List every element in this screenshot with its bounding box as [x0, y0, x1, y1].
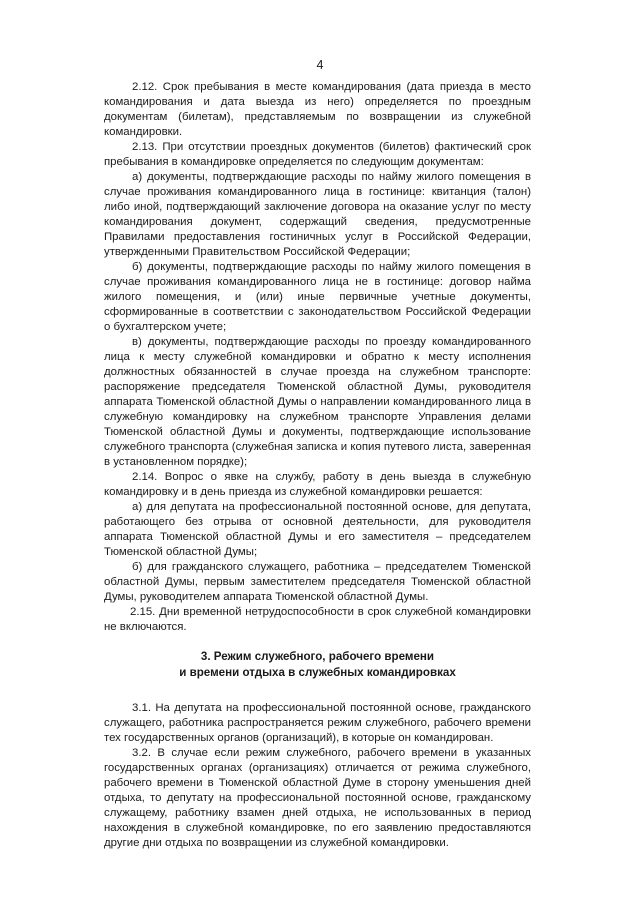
paragraph-3-1: 3.1. На депутата на профессиональной постоянной основе, гражданского служащего, работника распространяется режим служебного, рабочего времени тех государственных органов (организаций), в которые он командирован. — [104, 702, 531, 744]
paragraph-2-15: 2.15. Дни временной нетрудоспособности в срок служебной командировки не включаются. — [104, 606, 531, 633]
section-heading-line-1: 3. Режим служебного, рабочего времени — [200, 650, 435, 663]
section-heading-line-2: и времени отдыха в служебных командировках — [179, 666, 456, 679]
paragraph-2-13-v: в) документы, подтверждающие расходы по проезду командированного лица к месту служебной командировки и обратно к месту исполнения должностных обязанностей в случае проезда на служебном транспорте: распоряжение председателя Тюменской областной Думы, руководителя аппарата Тюменской областной Думы о направлении командированного лица в служебную командировку на служебном транспорте Управления делами Тюменской областной Думы и документы, подтверждающие использование служебного транспорта (служебная записка и копия путевого листа, заверенная в установленном порядке); — [104, 336, 531, 468]
paragraph-2-14-b: б) для гражданского служащего, работника – председателем Тюменской областной Думы, первым заместителем председателя Тюменской областной Думы, руководителем аппарата Тюменской областной Думы. — [104, 561, 531, 603]
paragraph-2-13: 2.13. При отсутствии проездных документов (билетов) фактический срок пребывания в командировке определяется по следующим документам: — [104, 141, 531, 168]
page-number: 4 — [316, 58, 324, 72]
paragraph-2-14: 2.14. Вопрос о явке на службу, работу в день выезда в служебную командировку и в день приезда из служебной командировки решается: — [104, 471, 531, 498]
paragraph-2-12: 2.12. Срок пребывания в месте командирования (дата приезда в место командирования и дата выезда из него) определяется по проездным документам (билетам), представляемым по возвращении из служебной командировки. — [104, 81, 531, 138]
paragraph-3-2: 3.2. В случае если режим служебного, рабочего времени в указанных государственных органах (организациях) отличается от режима служебного, рабочего времени в Тюменской областной Думе в сторону уменьшения дней отдыха, то депутату на профессиональной постоянной основе, гражданскому служащему, работнику взамен дней отдыха, не использованных в период нахождения в служебной командировке, по его заявлению предоставляются другие дни отдыха по возвращении из служебной командировки. — [104, 747, 531, 849]
document-body — [104, 80, 531, 851]
paragraph-2-13-a: а) документы, подтверждающие расходы по найму жилого помещения в случае проживания командированного лица в гостинице: квитанция (талон) либо иной, подтверждающий заключение договора на оказание услуг по месту командирования документ, содержащий сведения, предусмотренные Правилами предоставления гостиничных услуг в Российской Федерации, утвержденными Правительством Российской Федерации; — [104, 171, 531, 258]
paragraph-2-13-b: б) документы, подтверждающие расходы по найму жилого помещения в случае проживания командированного лица не в гостинице: договор найма жилого помещения, и (или) иные первичные учетные документы, сформированные в соответствии с законодательством Российской Федерации о бухгалтерском учете; — [104, 261, 531, 333]
section-heading — [104, 649, 531, 681]
paragraph-2-14-a: а) для депутата на профессиональной постоянной основе, для депутата, работающего без отрыва от основной деятельности, для руководителя аппарата Тюменской областной Думы и его заместителя – председателем Тюменской областной Думы; — [104, 501, 531, 558]
